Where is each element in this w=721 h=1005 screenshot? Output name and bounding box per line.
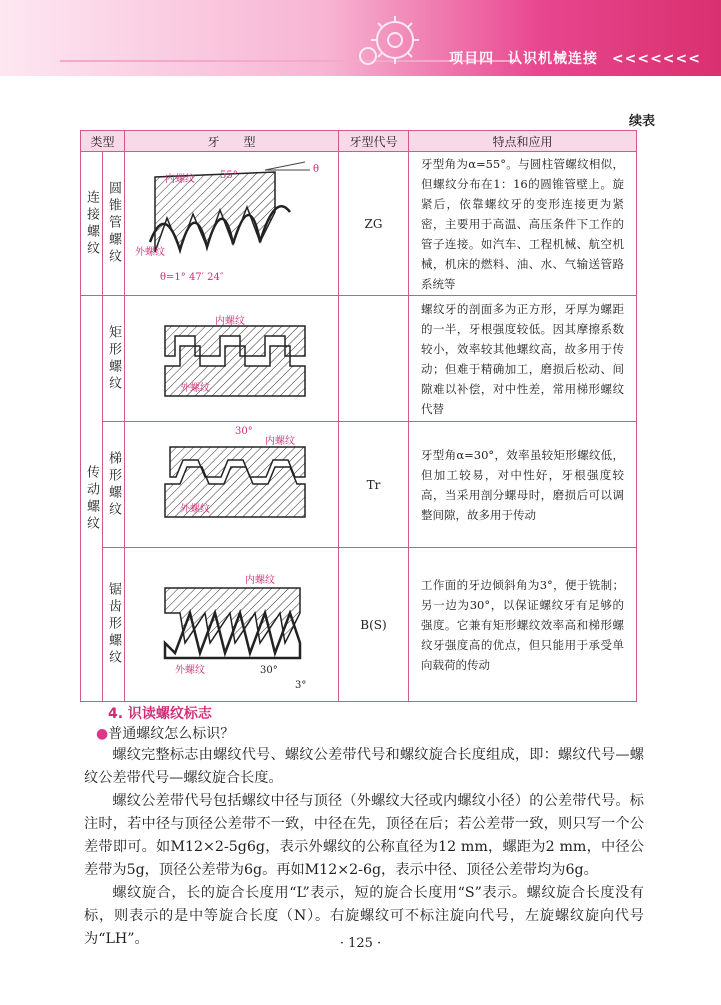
table-row — [81, 152, 637, 296]
table-row — [81, 296, 637, 422]
angle-3-label: 3° — [295, 680, 307, 691]
subtype-cell — [103, 548, 125, 702]
table-row — [81, 422, 637, 548]
bullet-icon: ● — [96, 726, 109, 742]
thread-description: 牙型角为α=55°。与圆柱管螺纹相似，但螺纹分布在1：16的圆锥管壁上。旋紧后，依靠螺纹牙的变形连接更为紧密，主要用于高温、高压条件下工作的管子连接。如汽车、工程机械、航空机械，机床的燃料、油、水、气输送管路系统等 — [409, 152, 637, 296]
thread-description: 牙型角α=30°，效率虽较矩形螺纹低，但加工较易，对中性好，牙根强度较高，当采用剖分螺母时，磨损后可以调整间隙，故多用于传动 — [409, 422, 637, 548]
inner-thread-label: 内螺纹 — [215, 316, 245, 327]
header-arrows: <<<<<<< — [611, 51, 701, 67]
subtype-cell — [103, 152, 125, 296]
subtype-label: 梯形螺纹 — [106, 450, 121, 519]
profile-figure-taper — [125, 152, 339, 296]
question-line — [96, 723, 234, 743]
taper-pipe-thread-diagram — [125, 152, 338, 292]
continued-label: 续表 — [628, 114, 655, 129]
thread-types-table — [80, 130, 637, 702]
thread-code: B(S) — [339, 548, 409, 702]
group-cell — [81, 296, 103, 702]
table-header-row — [81, 131, 637, 152]
group-label: 传动螺纹 — [84, 464, 99, 533]
thread-description: 螺纹牙的剖面多为正方形，牙厚为螺距的一半，牙根强度较低。因其摩擦系数较小，效率较其他螺纹高，故多用于传动；但难于精确加工，磨损后松动、间隙难以补偿，对中性差，常用梯形螺纹代替 — [409, 296, 637, 422]
taper-angle-label: θ=1° 47′ 24″ — [160, 272, 224, 283]
outer-thread-label: 外螺纹 — [175, 665, 205, 676]
group-label: 连接螺纹 — [84, 189, 99, 258]
thread-description: 工作面的牙边倾斜角为3°，便于铣制；另一边为30°，以保证螺纹牙有足够的强度。它兼有矩形螺纹效率高和梯形螺纹牙强度高的优点，但只能用于承受单向载荷的传动 — [409, 548, 637, 702]
table-row — [81, 548, 637, 702]
profile-figure-square — [125, 296, 339, 422]
col-header-code: 牙型代号 — [339, 131, 409, 152]
buttress-thread-diagram — [125, 548, 338, 698]
subtype-label: 圆锥管螺纹 — [106, 181, 121, 266]
page-number: · 125 · — [339, 936, 382, 951]
theta-label: θ — [313, 164, 320, 175]
subtype-label: 矩形螺纹 — [106, 324, 121, 393]
inner-thread-label: 内螺纹 — [245, 575, 275, 586]
thread-code: Tr — [339, 422, 409, 548]
section-title: 4. 识读螺纹标志 — [108, 706, 212, 722]
trapezoidal-thread-diagram — [125, 422, 338, 544]
question-text: 普通螺纹怎么标识？ — [108, 726, 235, 742]
paragraph: 螺纹公差带代号包括螺纹中径与顶径（外螺纹大径或内螺纹小径）的公差带代号。标注时，若中径与顶径公差带不一致，中径在先，顶径在后；若公差带一致，则只写一个公差带即可。如M12×2-5g6g，表示外螺纹的公称直径为12 mm，螺距为2 mm，中径公差带为5g，顶径公差带为6g。再如M12×2-6g，表示中径、顶径公差带均为6g。 — [84, 793, 644, 878]
angle-label: 30° — [235, 426, 253, 437]
outer-thread-label: 外螺纹 — [180, 383, 210, 394]
angle-label: 55° — [220, 170, 238, 181]
inner-thread-label: 内螺纹 — [165, 174, 195, 185]
profile-figure-buttress — [125, 548, 339, 702]
group-cell — [81, 152, 103, 296]
chapter-title — [449, 48, 701, 68]
thread-code — [339, 296, 409, 422]
col-header-type: 类型 — [81, 131, 125, 152]
col-header-profile: 牙 型 — [125, 131, 339, 152]
gear-decoration-icon — [350, 10, 440, 70]
angle-30-label: 30° — [260, 665, 278, 676]
outer-thread-label: 外螺纹 — [135, 247, 165, 258]
paragraph: 螺纹旋合，长的旋合长度用“L”表示，短的旋合长度用“S”表示。螺纹旋合长度没有标，则表示的是中等旋合长度（N）。右旋螺纹可不标注旋向代号，左旋螺纹旋向代号为“LH”。 — [84, 885, 644, 947]
profile-figure-trapezoid — [125, 422, 339, 548]
thread-code: ZG — [339, 152, 409, 296]
subtype-label: 锯齿形螺纹 — [106, 582, 121, 667]
inner-thread-label: 内螺纹 — [265, 436, 295, 447]
square-thread-diagram — [125, 296, 338, 418]
subtype-cell — [103, 422, 125, 548]
col-header-features: 特点和应用 — [409, 131, 637, 152]
subtype-cell — [103, 296, 125, 422]
project-subtitle: 认识机械连接 — [508, 51, 598, 67]
outer-thread-label: 外螺纹 — [180, 504, 210, 515]
project-label: 项目四 — [449, 51, 495, 67]
paragraph: 螺纹完整标志由螺纹代号、螺纹公差带代号和螺纹旋合长度组成，即：螺纹代号—螺纹公差带代号—螺纹旋合长度。 — [84, 747, 644, 786]
